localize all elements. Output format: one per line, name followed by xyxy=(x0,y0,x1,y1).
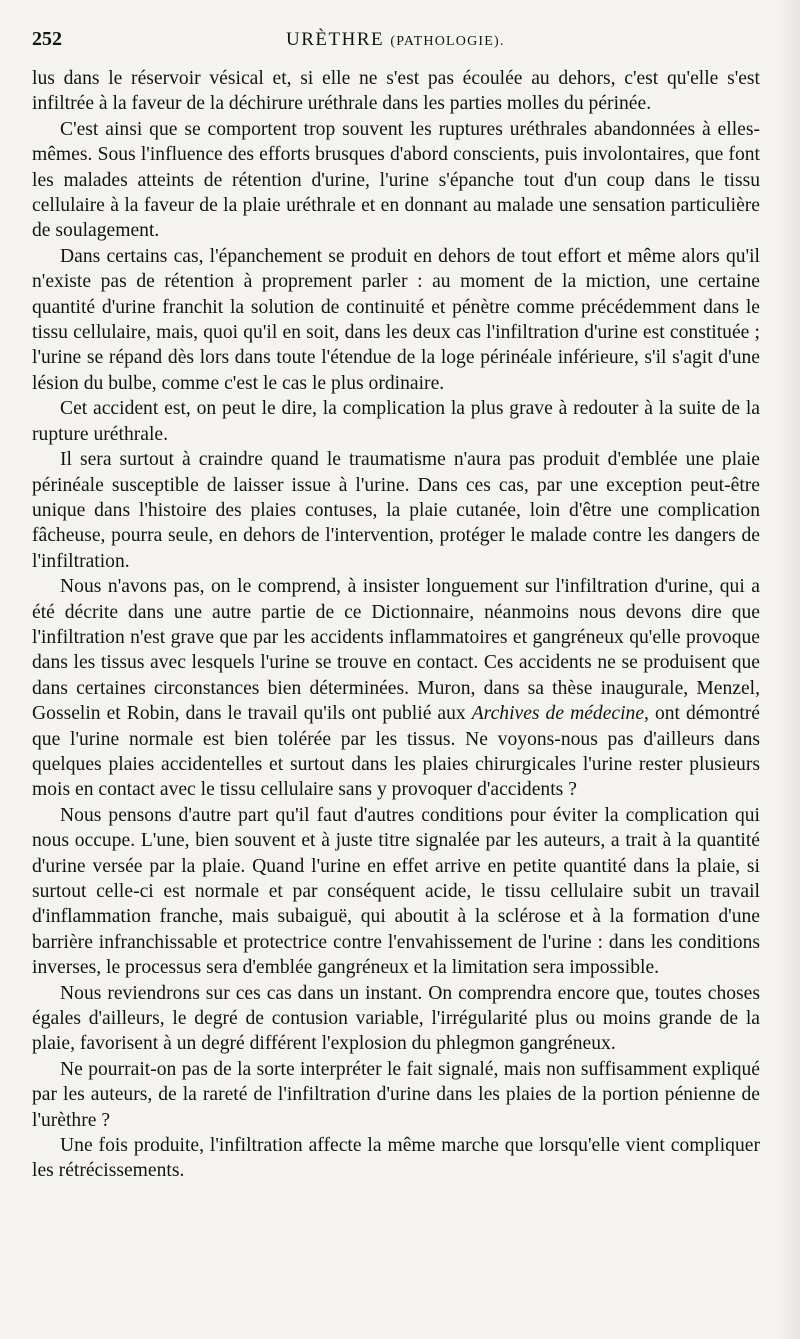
body-text xyxy=(32,66,760,1184)
paragraph-6-part-1: Nous n'avons pas, on le comprend, à insister longuement sur l'infiltration d'urine, qui a été décrite dans une autre partie de ce Dictionnaire, néanmoins nous devons dire que l'infiltration n'est grave que par les accidents inflammatoires et gangréneux qu'elle provoque dans les tissus avec lesquels l'urine se trouve en contact. Ces accidents ne se produisent que dans certaines circonstances bien déterminées. Muron, dans sa thèse inaugurale, Menzel, Gosselin et Robin, dans le travail qu'ils ont publié aux xyxy=(32,576,760,725)
paragraph-2: C'est ainsi que se comportent trop souvent les ruptures uréthrales abandonnées à elles-mêmes. Sous l'influence des efforts brusques d'abord conscients, puis involontaires, que font les malades atteints de rétention d'urine, l'urine s'épanche tout d'un coup dans le tissu cellulaire à la faveur de la plaie uréthrale et en donnant au malade une sensation particulière de soulagement. xyxy=(32,118,760,242)
journal-title-italic: Archives de médecine xyxy=(471,703,645,725)
page-edge-shadow xyxy=(778,0,800,1339)
paragraph-7: Nous pensons d'autre part qu'il faut d'autres conditions pour éviter la complication qui nous occupe. L'une, bien souvent et à juste titre signalée par les auteurs, a trait à la quantité d'urine versée par la plaie. Quand l'urine en effet arrive en petite quantité dans la plaie, si surtout celle-ci est normale et par conséquent acide, le tissu cellulaire subit un travail d'inflammation franche, mais subaiguë, qui aboutit à la sclérose et à la formation d'une barrière infranchissable et protectrice contre l'envahissement de l'urine : dans les conditions inverses, le processus sera d'emblée gangréneux et la limitation sera impossible. xyxy=(32,804,760,979)
paragraph-5: Il sera surtout à craindre quand le traumatisme n'aura pas produit d'emblée une plaie périnéale susceptible de laisser issue à l'urine. Dans ces cas, par une exception peut-être unique dans l'histoire des plaies contuses, la plaie cutanée, loin d'être une complication fâcheuse, pourra seule, en dehors de l'intervention, protéger le malade contre les dangers de l'infiltration. xyxy=(32,449,760,572)
paragraph-8: Nous reviendrons sur ces cas dans un instant. On comprendra encore que, toutes choses égales d'ailleurs, le degré de contusion variable, l'irrégularité plus ou moins grande de la plaie, favorisent à un degré différent l'explosion du phlegmon gangréneux. xyxy=(32,982,760,1055)
paragraph-3: Dans certains cas, l'épanchement se produit en dehors de tout effort et même alors qu'il n'existe pas de rétention à proprement parler : au moment de la miction, une certaine quantité d'urine franchit la solution de continuité et pénètre comme précédemment dans le tissu cellulaire, mais, quoi qu'il en soit, dans les deux cas l'infiltration d'urine est constituée ; l'urine se répand dès lors dans toute l'étendue de la loge périnéale inférieure, s'il s'agit d'une lésion du bulbe, comme c'est le cas le plus ordinaire. xyxy=(32,245,760,394)
paragraph-10: Une fois produite, l'infiltration affecte la même marche que lorsqu'elle vient compliquer les rétrécissements. xyxy=(32,1135,760,1182)
paragraph-9: Ne pourrait-on pas de la sorte interpréter le fait signalé, mais non suffisamment expliqué par les auteurs, de la rareté de l'infiltration d'urine dans les plaies de la portion pénienne de l'urèthre ? xyxy=(32,1058,760,1131)
paragraph-1: lus dans le réservoir vésical et, si elle ne s'est pas écoulée au dehors, c'est qu'elle s'est infiltrée à la faveur de la déchirure uréthrale dans les parties molles du périnée. xyxy=(32,68,760,115)
page-number: 252 xyxy=(32,28,62,50)
running-header xyxy=(32,28,760,64)
running-title-main: URÈTHRE xyxy=(286,29,385,50)
running-title xyxy=(286,29,505,51)
running-title-subtitle: (PATHOLOGIE). xyxy=(390,34,505,49)
document-page xyxy=(32,28,760,1184)
paragraph-4: Cet accident est, on peut le dire, la complication la plus grave à redouter à la suite de la rupture uréthrale. xyxy=(32,398,760,445)
paragraph-6 xyxy=(32,574,760,803)
paragraph-6-part-2: , ont démontré que l'urine normale est bien tolérée par les tissus. Ne voyons-nous pas d'ailleurs dans quelques plaies accidentelles et surtout dans les plaies chirurgicales l'urine rester plusieurs mois en contact avec le tissu cellulaire sans y provoquer d'accidents ? xyxy=(32,703,761,801)
